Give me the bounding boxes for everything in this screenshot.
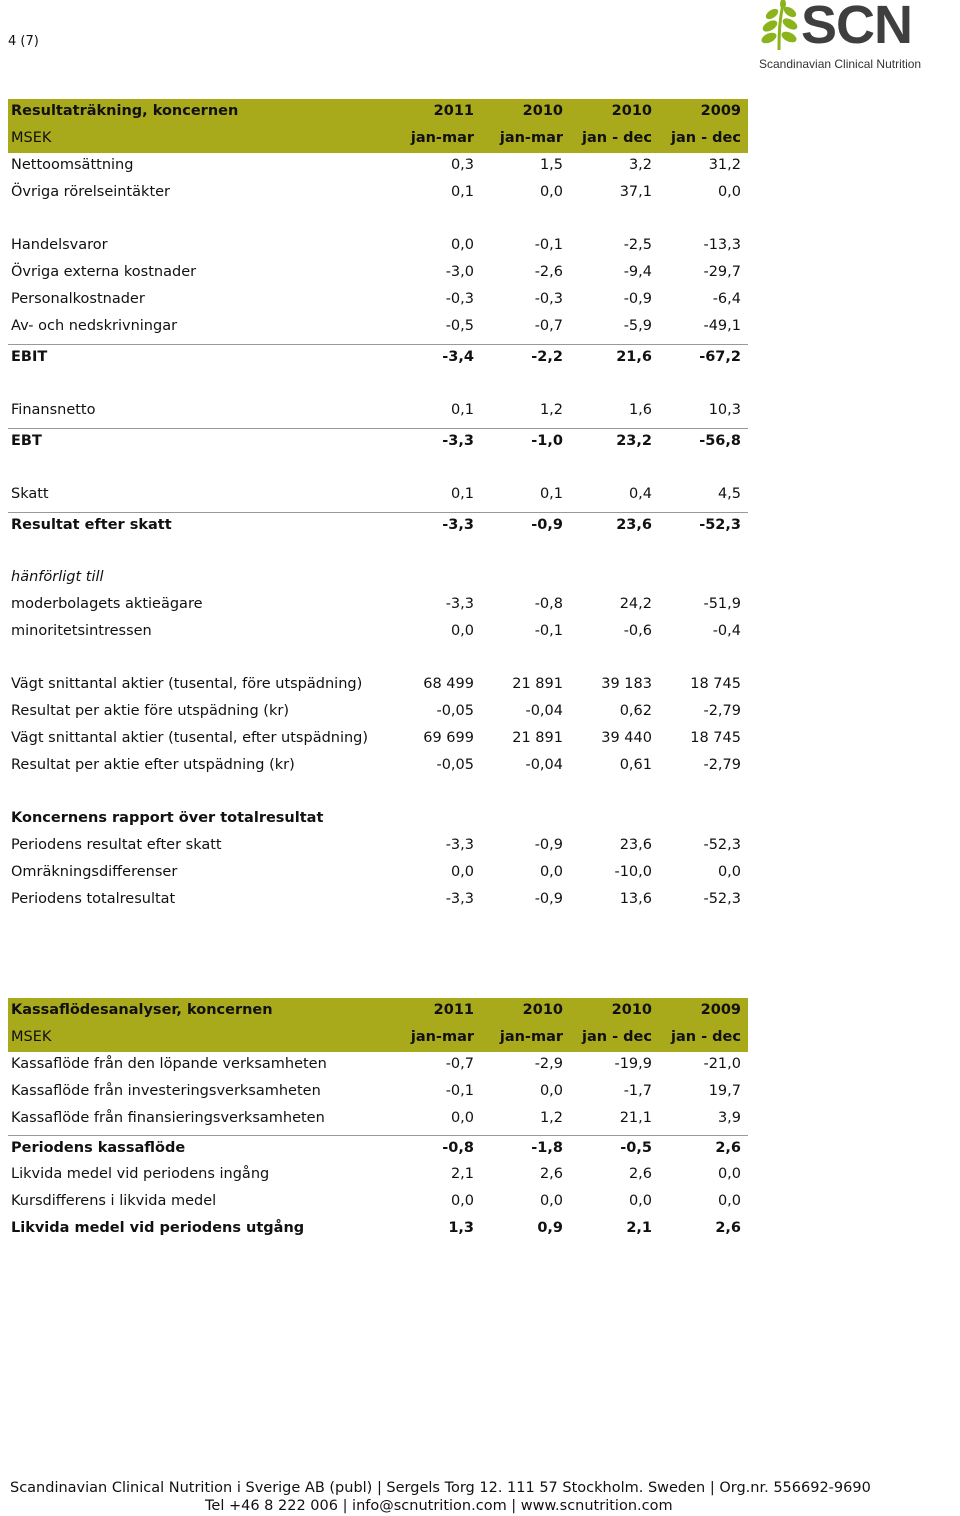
table-row: [8, 314, 748, 341]
row-label: Likvida medel vid periodens ingång: [11, 1165, 270, 1182]
row-value: -0,05: [436, 756, 474, 773]
row-value: 18 745: [690, 729, 741, 746]
row-label: Övriga externa kostnader: [11, 263, 197, 280]
row-value: 4,5: [717, 485, 741, 502]
row-value: -0,9: [534, 836, 563, 853]
row-value: 0,0: [450, 236, 474, 253]
row-value: 23,6: [619, 836, 652, 853]
row-value: 21,1: [619, 1109, 652, 1126]
row-value: 0,1: [450, 485, 474, 502]
row-value: 10,3: [708, 401, 741, 418]
row-value: 21 891: [512, 675, 563, 692]
row-value: 1,5: [539, 156, 563, 173]
table-row: [8, 833, 748, 860]
row-value: -10,0: [614, 863, 652, 880]
row-label: Koncernens rapport över totalresultat: [11, 809, 324, 826]
row-value: 31,2: [708, 156, 741, 173]
row-value: -49,1: [703, 317, 741, 334]
footer-address: Scandinavian Clinical Nutrition i Sverige AB (publ) | Sergels Torg 12. 111 57 Stockholm. Sweden | Org.nr. 556692-9690: [10, 1480, 871, 1496]
row-value: 2,1: [626, 1219, 652, 1236]
table-row: [8, 1106, 748, 1133]
row-value: -3,0: [445, 263, 474, 280]
year-header: 2011: [433, 1002, 474, 1018]
row-value: -2,2: [531, 348, 563, 365]
row-label: EBT: [11, 432, 42, 449]
table-row: [8, 233, 748, 260]
row-value: -3,3: [442, 516, 474, 533]
row-value: 19,7: [708, 1082, 741, 1099]
row-value: 2,1: [450, 1165, 474, 1182]
period-header: jan - dec: [581, 1028, 652, 1045]
table-row: [8, 153, 748, 180]
row-label: Personalkostnader: [11, 290, 145, 307]
row-value: 3,2: [628, 156, 652, 173]
row-value: -2,6: [534, 263, 563, 280]
row-value: 2,6: [715, 1219, 741, 1236]
row-value: -3,4: [442, 348, 474, 365]
table-row: [8, 592, 748, 619]
row-value: 0,0: [539, 1082, 563, 1099]
row-value: -0,4: [712, 622, 741, 639]
period-header: jan-mar: [410, 129, 474, 146]
table-row: [8, 1135, 748, 1163]
row-value: 39 183: [601, 675, 652, 692]
row-value: -0,9: [534, 890, 563, 907]
table-row: [8, 860, 748, 887]
table-row: [8, 565, 748, 592]
row-value: 0,1: [539, 485, 563, 502]
row-label: Skatt: [11, 485, 49, 502]
table-row: [8, 753, 748, 780]
unit-label: MSEK: [11, 129, 52, 146]
row-label: Resultat per aktie före utspädning (kr): [11, 702, 289, 719]
income-statement-table: [8, 99, 748, 907]
row-value: 0,0: [717, 1165, 741, 1182]
row-label: Vägt snittantal aktier (tusental, före utspädning): [11, 675, 363, 692]
row-value: -5,9: [623, 317, 652, 334]
year-header: 2009: [700, 103, 741, 119]
row-value: -1,8: [531, 1139, 563, 1156]
row-label: Resultat per aktie efter utspädning (kr): [11, 756, 295, 773]
row-label: Periodens resultat efter skatt: [11, 836, 222, 853]
period-header: jan - dec: [581, 129, 652, 146]
row-label: Periodens kassaflöde: [11, 1139, 186, 1156]
row-value: -0,5: [620, 1139, 652, 1156]
cashflow-title: Kassaflödesanalyser, koncernen: [11, 1002, 273, 1018]
row-label: Övriga rörelseintäkter: [11, 183, 171, 200]
row-value: 68 499: [423, 675, 474, 692]
row-value: 1,2: [539, 401, 563, 418]
row-label: Kassaflöde från den löpande verksamheten: [11, 1055, 327, 1072]
row-value: 0,3: [450, 156, 474, 173]
row-value: -0,1: [445, 1082, 474, 1099]
page-number: 4 (7): [8, 34, 39, 49]
row-value: -0,5: [445, 317, 474, 334]
row-value: 0,4: [628, 485, 652, 502]
table-row: [8, 260, 748, 287]
cashflow-header: [8, 998, 748, 1052]
period-header: jan - dec: [670, 1028, 741, 1045]
row-value: 21 891: [512, 729, 563, 746]
row-value: -56,8: [699, 432, 741, 449]
row-value: -0,9: [531, 516, 563, 533]
year-header: 2009: [700, 1002, 741, 1018]
row-value: 0,0: [539, 183, 563, 200]
row-label: Kursdifferens i likvida medel: [11, 1192, 217, 1209]
row-value: -13,3: [703, 236, 741, 253]
year-header: 2011: [433, 103, 474, 119]
row-value: -1,7: [623, 1082, 652, 1099]
row-value: 0,0: [717, 863, 741, 880]
row-value: -2,9: [534, 1055, 563, 1072]
row-value: 2,6: [715, 1139, 741, 1156]
row-value: 0,0: [539, 863, 563, 880]
row-value: 0,1: [450, 401, 474, 418]
row-value: 13,6: [619, 890, 652, 907]
row-value: -52,3: [699, 516, 741, 533]
row-value: -3,3: [445, 890, 474, 907]
table-row: [8, 1189, 748, 1216]
table-row: [8, 180, 748, 207]
table-row: [8, 482, 748, 509]
period-header: jan-mar: [499, 1028, 563, 1045]
leaf-icon: [757, 0, 805, 52]
row-value: 2,6: [539, 1165, 563, 1182]
row-label: Resultat efter skatt: [11, 516, 172, 533]
table-row: [8, 887, 748, 914]
table-row: [8, 672, 748, 699]
table-row: [8, 1162, 748, 1189]
row-label: Handelsvaror: [11, 236, 108, 253]
row-value: -2,5: [623, 236, 652, 253]
year-header: 2010: [611, 1002, 652, 1018]
row-value: 0,0: [450, 622, 474, 639]
row-label: Nettoomsättning: [11, 156, 134, 173]
row-value: -52,3: [703, 890, 741, 907]
year-header: 2010: [522, 103, 563, 119]
row-value: -21,0: [703, 1055, 741, 1072]
table-row: [8, 619, 748, 646]
row-value: 0,1: [450, 183, 474, 200]
row-value: -6,4: [712, 290, 741, 307]
row-value: -0,1: [534, 236, 563, 253]
table-row: [8, 726, 748, 753]
table-row: [8, 512, 748, 540]
row-value: 69 699: [423, 729, 474, 746]
table-row: [8, 1052, 748, 1079]
row-value: -9,4: [623, 263, 652, 280]
row-value: 0,0: [539, 1192, 563, 1209]
row-value: 0,0: [628, 1192, 652, 1209]
row-label: hänförligt till: [11, 568, 104, 585]
row-value: -29,7: [703, 263, 741, 280]
row-value: -19,9: [614, 1055, 652, 1072]
row-value: 3,9: [717, 1109, 741, 1126]
row-value: 0,0: [450, 863, 474, 880]
period-header: jan - dec: [670, 129, 741, 146]
row-value: -0,3: [534, 290, 563, 307]
row-value: 23,6: [616, 516, 652, 533]
table-row: [8, 398, 748, 425]
row-value: 1,3: [448, 1219, 474, 1236]
year-header: 2010: [611, 103, 652, 119]
row-value: -1,0: [531, 432, 563, 449]
table-row: [8, 1079, 748, 1106]
cashflow-table: [8, 998, 748, 1236]
table-row: [8, 806, 748, 833]
row-value: -3,3: [442, 432, 474, 449]
row-value: -0,05: [436, 702, 474, 719]
row-label: Periodens totalresultat: [11, 890, 176, 907]
logo-wordmark: SCN: [801, 0, 913, 55]
row-value: 24,2: [619, 595, 652, 612]
row-value: 0,9: [537, 1219, 563, 1236]
row-label: Kassaflöde från finansieringsverksamheten: [11, 1109, 325, 1126]
row-value: 1,2: [539, 1109, 563, 1126]
table-row: [8, 428, 748, 456]
logo-subtitle: Scandinavian Clinical Nutrition: [759, 57, 922, 71]
table-row: [8, 344, 748, 372]
row-value: -2,79: [703, 702, 741, 719]
company-logo: [757, 0, 960, 78]
row-value: -0,04: [525, 702, 563, 719]
year-header: 2010: [522, 1002, 563, 1018]
row-value: 0,0: [717, 1192, 741, 1209]
row-label: moderbolagets aktieägare: [11, 595, 203, 612]
row-value: 2,6: [628, 1165, 652, 1182]
row-label: Kassaflöde från investeringsverksamheten: [11, 1082, 321, 1099]
row-value: 0,0: [450, 1109, 474, 1126]
row-value: 1,6: [628, 401, 652, 418]
row-label: Av- och nedskrivningar: [11, 317, 178, 334]
row-value: 0,0: [717, 183, 741, 200]
row-value: 18 745: [690, 675, 741, 692]
footer-contact: Tel +46 8 222 006 | info@scnutrition.com | www.scnutrition.com: [205, 1498, 673, 1514]
row-value: -67,2: [699, 348, 741, 365]
row-value: -51,9: [703, 595, 741, 612]
row-value: -0,7: [445, 1055, 474, 1072]
row-value: -52,3: [703, 836, 741, 853]
row-value: 23,2: [616, 432, 652, 449]
row-value: -2,79: [703, 756, 741, 773]
row-value: 0,0: [450, 1192, 474, 1209]
income-title: Resultaträkning, koncernen: [11, 103, 239, 119]
row-value: -0,7: [534, 317, 563, 334]
unit-label: MSEK: [11, 1028, 52, 1045]
row-label: Vägt snittantal aktier (tusental, efter utspädning): [11, 729, 369, 746]
row-value: -0,3: [445, 290, 474, 307]
row-label: Omräkningsdifferenser: [11, 863, 178, 880]
table-row: [8, 1216, 748, 1243]
income-header: [8, 99, 748, 153]
row-value: -0,8: [442, 1139, 474, 1156]
row-value: -3,3: [445, 836, 474, 853]
row-value: 0,61: [619, 756, 652, 773]
row-label: Likvida medel vid periodens utgång: [11, 1219, 305, 1236]
row-value: 0,62: [619, 702, 652, 719]
period-header: jan-mar: [499, 129, 563, 146]
table-row: [8, 287, 748, 314]
row-value: -0,6: [623, 622, 652, 639]
row-label: EBIT: [11, 348, 48, 365]
row-label: minoritetsintressen: [11, 622, 152, 639]
row-value: -0,9: [623, 290, 652, 307]
table-row: [8, 699, 748, 726]
period-header: jan-mar: [410, 1028, 474, 1045]
row-value: -0,8: [534, 595, 563, 612]
row-value: 39 440: [601, 729, 652, 746]
row-value: 21,6: [616, 348, 652, 365]
row-value: -0,1: [534, 622, 563, 639]
row-label: Finansnetto: [11, 401, 96, 418]
row-value: 37,1: [619, 183, 652, 200]
row-value: -0,04: [525, 756, 563, 773]
row-value: -3,3: [445, 595, 474, 612]
